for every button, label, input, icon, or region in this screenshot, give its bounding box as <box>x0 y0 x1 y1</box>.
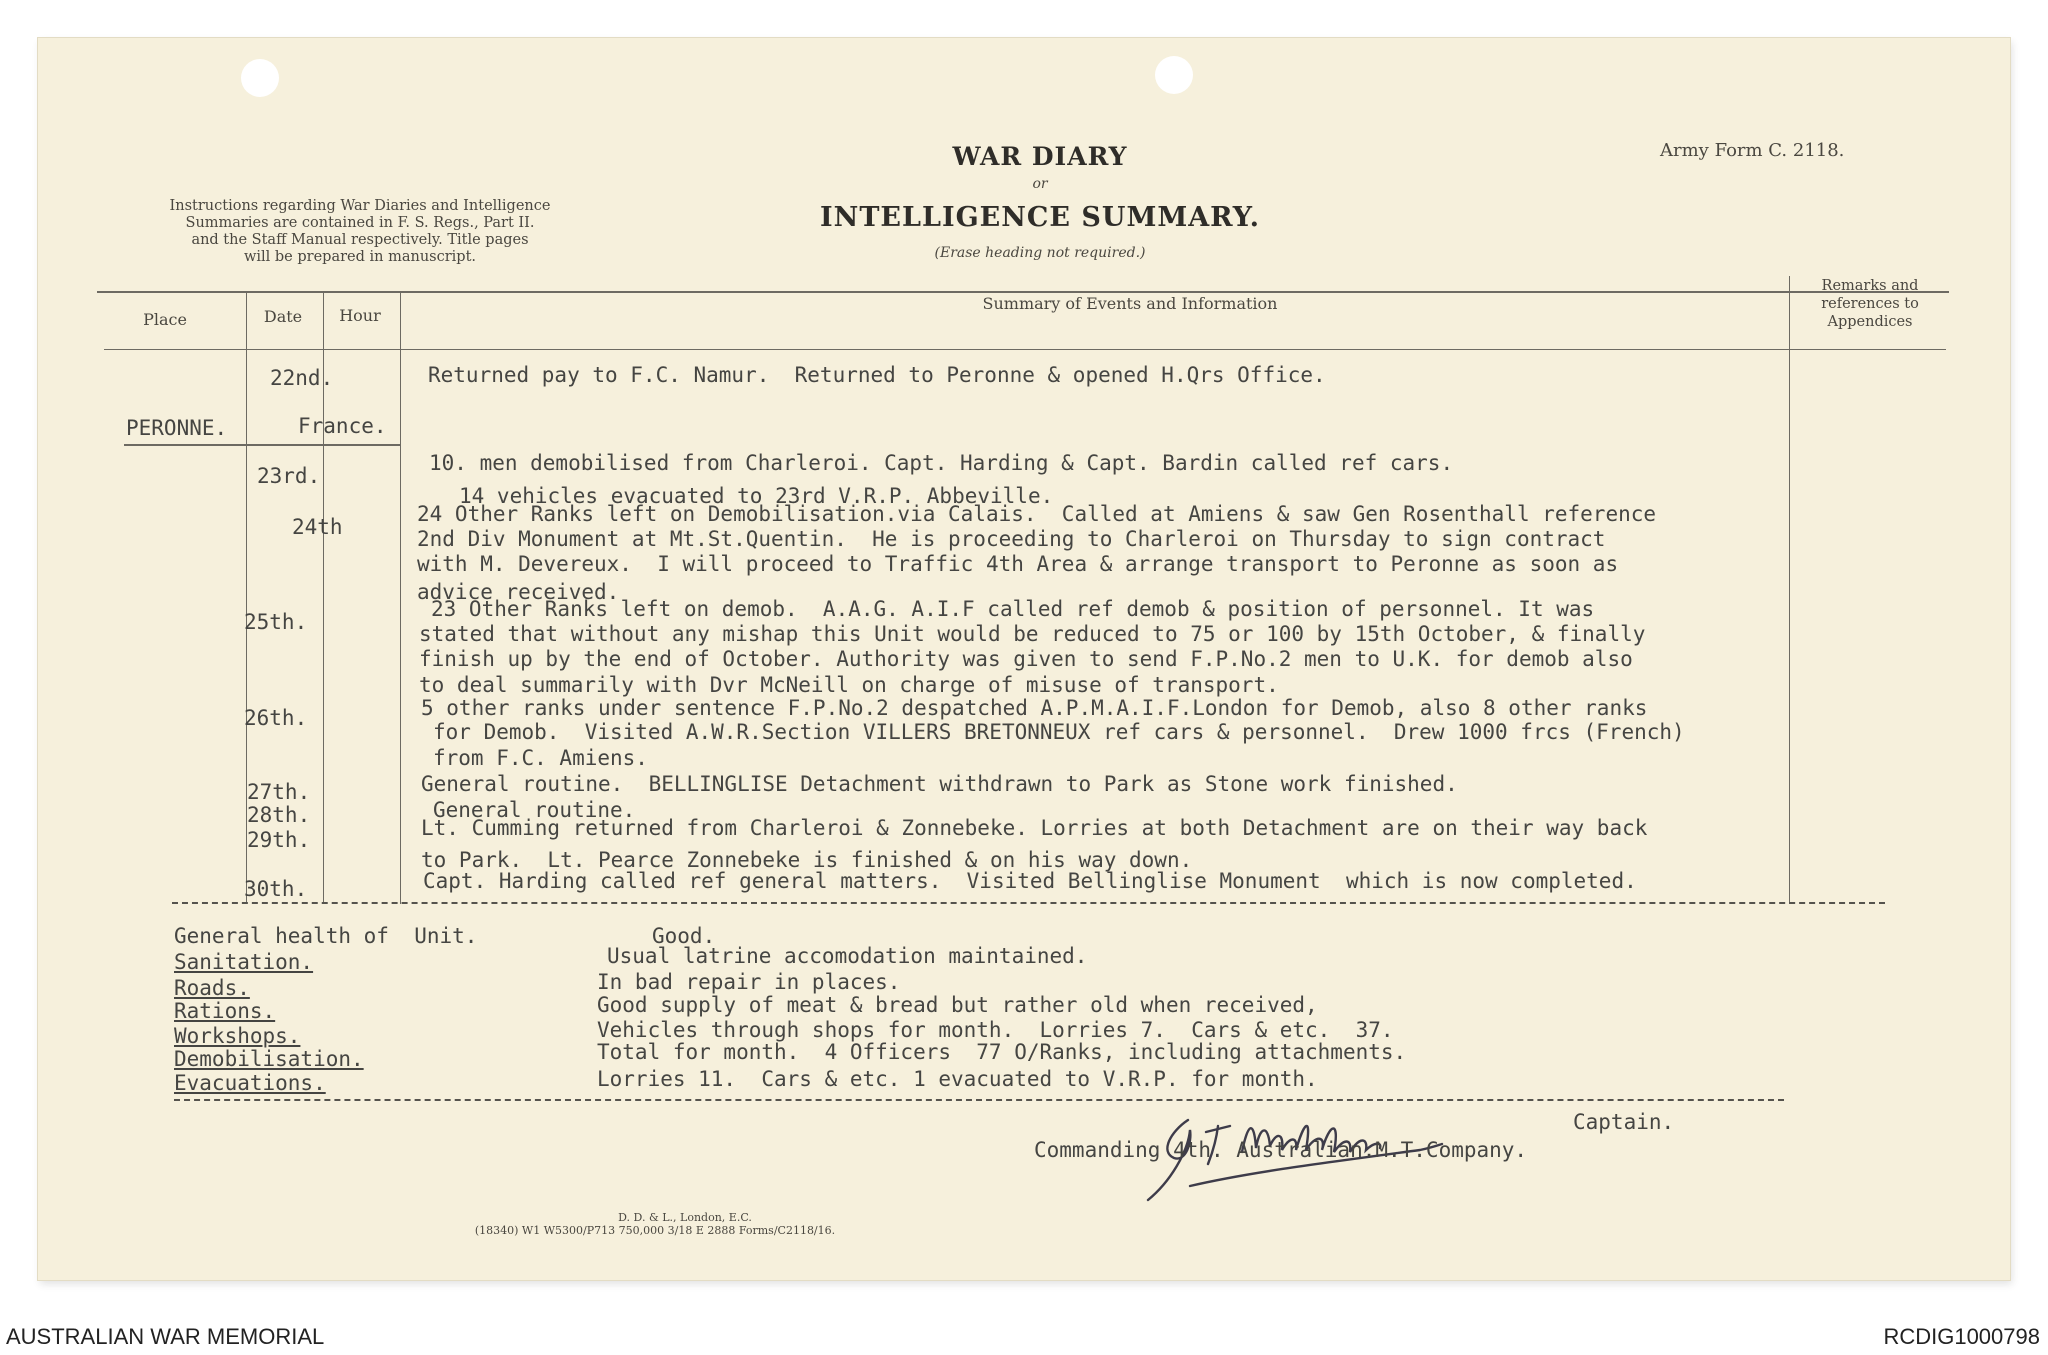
summary-value: In bad repair in places. <box>597 970 901 994</box>
instructions-line: Instructions regarding War Diaries and Intelligence <box>169 198 551 214</box>
erase-note: (Erase heading not required.) <box>934 245 1146 261</box>
entry-text: advice received. <box>417 580 620 604</box>
printer-imprint: D. D. & L., London, E.C. <box>618 1211 752 1224</box>
column-header-hour: Hour <box>339 306 381 325</box>
dashed-separator <box>172 902 1885 904</box>
remarks-header-line: Appendices <box>1827 314 1913 330</box>
punch-hole <box>241 59 279 97</box>
column-header-remarks <box>1790 277 1950 331</box>
entry-date: 26th. <box>244 706 308 730</box>
entry-text: General routine. BELLINGLISE Detachment withdrawn to Park as Stone work finished. <box>421 772 1458 796</box>
entry-date: 29th. <box>247 828 311 852</box>
instructions-line: Summaries are contained in F. S. Regs., Part II. <box>185 215 535 231</box>
summary-label: Evacuations. <box>174 1071 326 1095</box>
summary-value: Vehicles through shops for month. Lorries 7. Cars & etc. 37. <box>597 1018 1394 1042</box>
summary-value: Total for month. 4 Officers 77 O/Ranks, including attachments. <box>597 1040 1407 1064</box>
entry-text: finish up by the end of October. Authority was given to send F.P.No.2 men to U.K. for demob also <box>419 647 1633 671</box>
entry-text: to Park. Lt. Pearce Zonnebeke is finished & on his way down. <box>421 848 1193 872</box>
entry-text: Lt. Cumming returned from Charleroi & Zonnebeke. Lorries at both Detachment are on their way back <box>421 816 1648 840</box>
instructions-note <box>140 198 580 266</box>
entry-text: 10. men demobilised from Charleroi. Capt. Harding & Capt. Bardin called ref cars. <box>429 451 1454 475</box>
summary-label: Roads. <box>174 976 250 1000</box>
entry-date: 23rd. <box>257 464 321 488</box>
column-header-summary: Summary of Events and Information <box>982 294 1278 313</box>
remarks-header-line: Remarks and <box>1821 278 1919 294</box>
entry-text: from F.C. Amiens. <box>433 746 648 770</box>
entry-text: to deal summarily with Dvr McNeill on charge of misuse of transport. <box>419 673 1279 697</box>
summary-value: Good. <box>652 924 716 948</box>
place-underline <box>124 444 401 446</box>
printer-imprint: (18340) W1 W5300/P713 750,000 3/18 E 2888 Forms/C2118/16. <box>474 1224 836 1237</box>
summary-label: Demobilisation. <box>174 1047 364 1071</box>
column-divider <box>1789 276 1790 904</box>
summary-label: Rations. <box>174 999 276 1023</box>
entry-text: for Demob. Visited A.W.R.Section VILLERS BRETONNEUX ref cars & personnel. Drew 1000 frcs (French) <box>433 720 1685 744</box>
entry-text: Returned pay to F.C. Namur. Returned to Peronne & opened H.Qrs Office. <box>428 363 1326 387</box>
table-top-rule <box>97 291 1949 293</box>
entry-date: 28th. <box>247 803 311 827</box>
title-war-diary: WAR DIARY <box>952 142 1128 171</box>
archive-credit: AUSTRALIAN WAR MEMORIAL <box>6 1324 325 1349</box>
entry-text: 24 Other Ranks left on Demobilisation.via Calais. Called at Amiens & saw Gen Rosenthall reference <box>417 502 1657 526</box>
entry-text: 5 other ranks under sentence F.P.No.2 despatched A.P.M.A.I.F.London for Demob, also 8 other ranks <box>421 696 1648 720</box>
instructions-line: and the Staff Manual respectively. Title pages <box>191 232 529 248</box>
entry-text: 2nd Div Monument at Mt.St.Quentin. He is proceeding to Charleroi on Thursday to sign contract <box>417 527 1606 551</box>
entry-date: 22nd. <box>270 366 334 390</box>
army-form-number: Army Form C. 2118. <box>1660 140 1845 161</box>
entry-place-country: France. <box>298 414 387 438</box>
dashed-separator <box>174 1099 1784 1101</box>
entry-date: 27th. <box>247 780 311 804</box>
entry-text: General routine. <box>433 798 636 822</box>
summary-value: Good supply of meat & bread but rather old when received, <box>597 993 1318 1017</box>
column-header-date: Date <box>263 307 303 326</box>
summary-label: Workshops. <box>174 1024 301 1048</box>
archive-id: RCDIG1000798 <box>1883 1324 2040 1349</box>
summary-value: Lorries 11. Cars & etc. 1 evacuated to V.R.P. for month. <box>597 1067 1318 1091</box>
summary-label: Sanitation. <box>174 950 314 974</box>
entry-text: Capt. Harding called ref general matters. Visited Bellinglise Monument which is now completed. <box>423 869 1637 893</box>
entry-text: stated that without any mishap this Unit would be reduced to 75 or 100 by 15th October, & finally <box>419 622 1646 646</box>
entry-place: PERONNE. <box>126 416 228 440</box>
title-intelligence-summary: INTELLIGENCE SUMMARY. <box>820 202 1260 233</box>
punch-hole <box>1155 56 1193 94</box>
column-divider <box>400 292 401 904</box>
summary-label: General health of Unit. <box>174 924 478 948</box>
summary-value: Usual latrine accomodation maintained. <box>607 944 1088 968</box>
column-header-place: Place <box>143 310 187 329</box>
entry-date: 25th. <box>244 610 308 634</box>
table-header-rule <box>104 349 1946 350</box>
commanding-unit: Commanding 4th. Australian.M.T.Company. <box>1034 1138 1528 1162</box>
entry-date: 24th <box>292 515 343 539</box>
instructions-line: will be prepared in manuscript. <box>243 249 477 265</box>
entry-text: 14 vehicles evacuated to 23rd V.R.P. Abbeville. <box>459 484 1054 508</box>
entry-date: 30th. <box>244 877 308 901</box>
title-or: or <box>1032 176 1048 192</box>
signatory-rank: Captain. <box>1573 1110 1675 1134</box>
remarks-header-line: references to <box>1821 296 1919 312</box>
entry-text: with M. Devereux. I will proceed to Traffic 4th Area & arrange transport to Peronne as soon as <box>417 552 1619 576</box>
entry-text: 23 Other Ranks left on demob. A.A.G. A.I.F called ref demob & position of personnel. It was <box>431 597 1595 621</box>
